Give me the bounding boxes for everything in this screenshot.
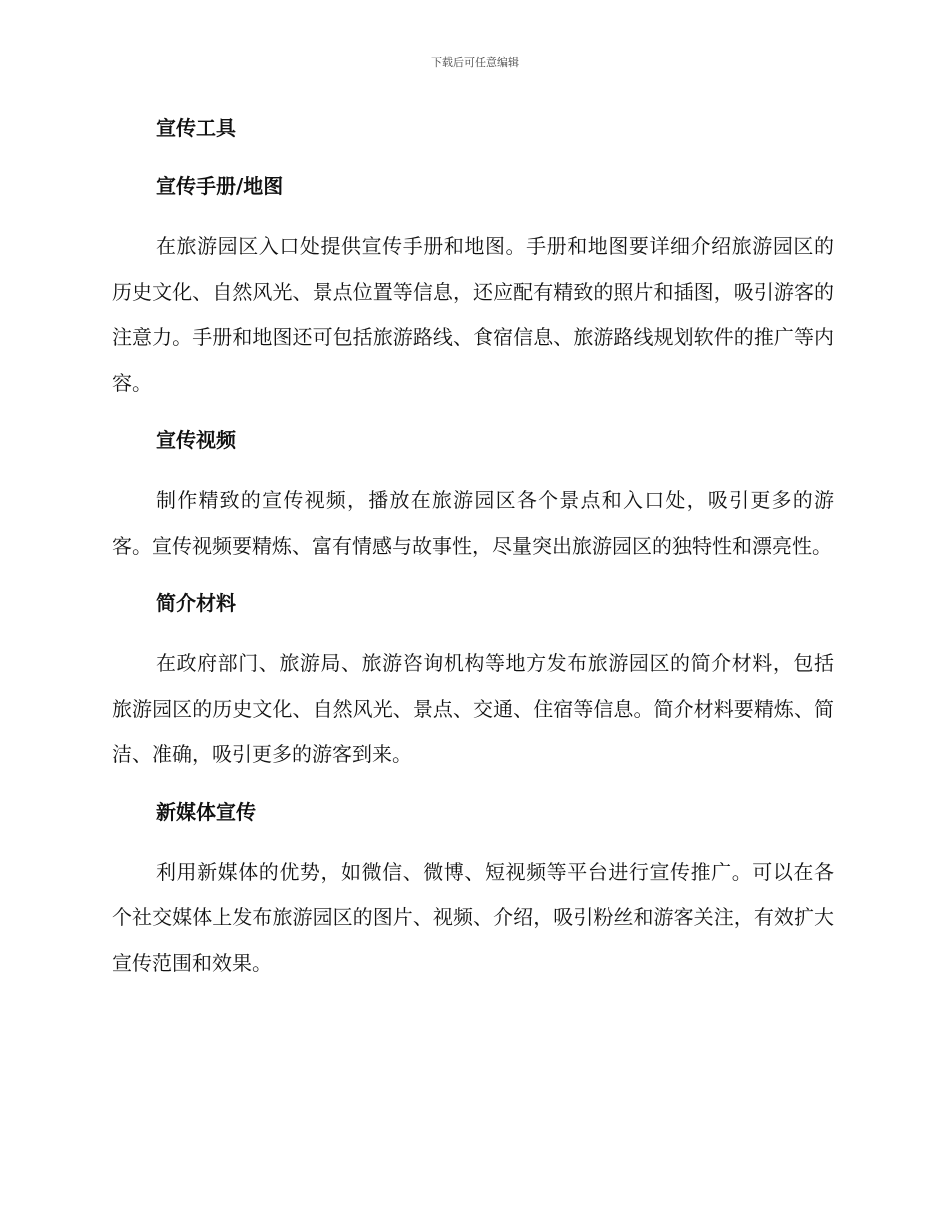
section-heading-brochure-map: 宣传手册/地图 xyxy=(156,174,284,198)
section-heading-intro-materials: 简介材料 xyxy=(156,591,236,615)
header-note: 下载后可任意编辑 xyxy=(431,56,519,69)
document-content xyxy=(112,108,834,1000)
paragraph-brochure-map: 在旅游园区入口处提供宣传手册和地图。手册和地图要详细介绍旅游园区的历史文化、自然风光、景点位置等信息，还应配有精致的照片和插图，吸引游客的注意力。手册和地图还可包括旅游路线、食宿信息、旅游路线规划软件的推广等内容。 xyxy=(112,234,834,395)
paragraph-new-media: 利用新媒体的优势，如微信、微博、短视频等平台进行宣传推广。可以在各个社交媒体上发布旅游园区的图片、视频、介绍，吸引粉丝和游客关注，有效扩大宣传范围和效果。 xyxy=(112,859,834,975)
section-heading-promo-tools: 宣传工具 xyxy=(156,116,236,140)
section-heading-promo-video: 宣传视频 xyxy=(156,428,236,452)
paragraph-intro-materials: 在政府部门、旅游局、旅游咨询机构等地方发布旅游园区的简介材料，包括旅游园区的历史文化、自然风光、景点、交通、住宿等信息。简介材料要精炼、简洁、准确，吸引更多的游客到来。 xyxy=(112,651,834,766)
section-heading-new-media: 新媒体宣传 xyxy=(156,799,256,824)
paragraph-promo-video: 制作精致的宣传视频，播放在旅游园区各个景点和入口处，吸引更多的游客。宣传视频要精炼、富有情感与故事性，尽量突出旅游园区的独特性和漂亮性。 xyxy=(112,488,834,558)
